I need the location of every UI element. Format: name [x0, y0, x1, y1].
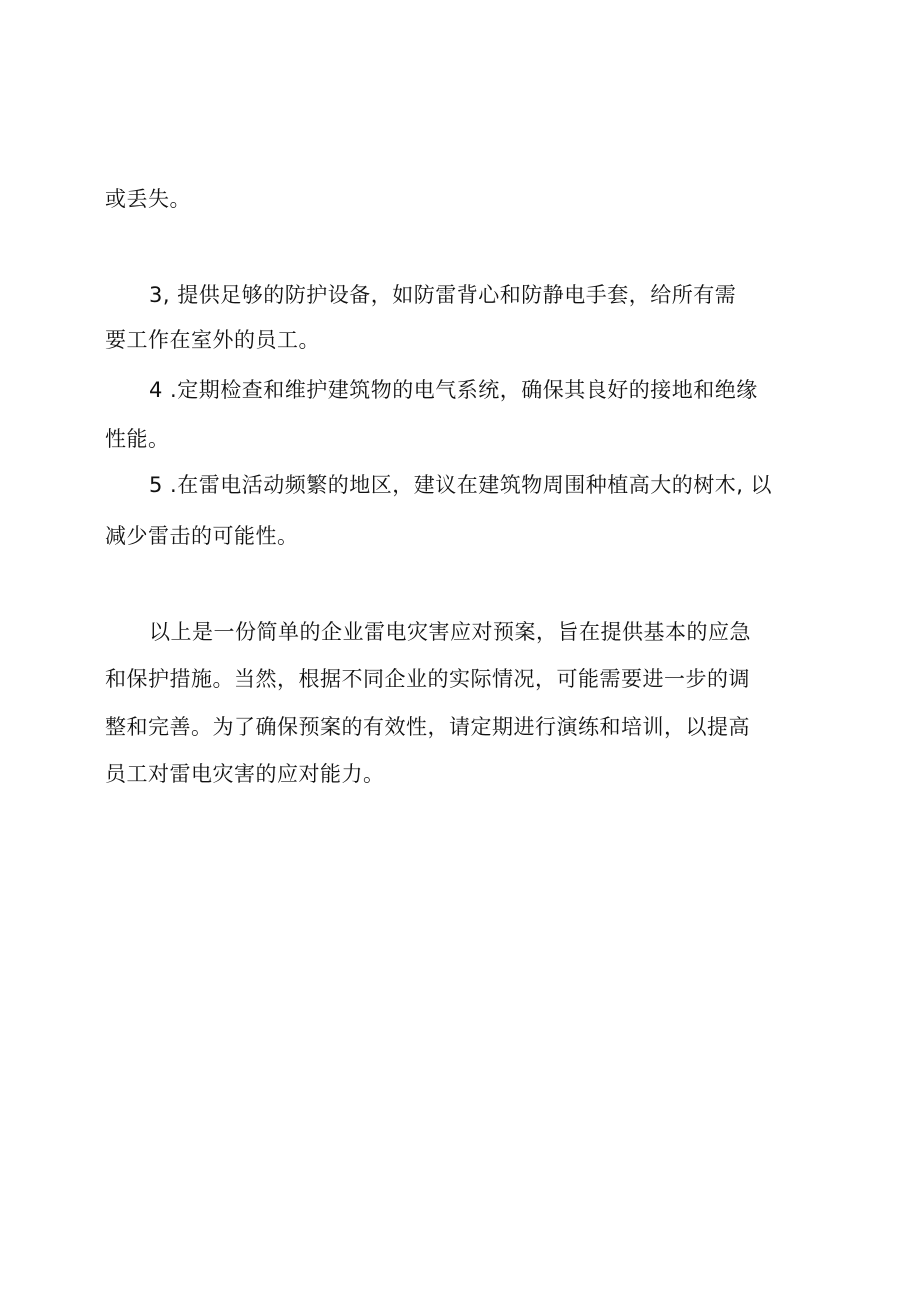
text-line: 减少雷击的可能性。 [105, 524, 299, 548]
text-line: 员工对雷电灾害的应对能力。 [105, 762, 385, 786]
text-line: 整和完善。为了确保预案的有效性，请定期进行演练和培训，以提高 [105, 715, 750, 739]
text-line: 4 .定期检查和维护建筑物的电气系统，确保其良好的接地和绝缘 [149, 378, 758, 402]
text-line: 和保护措施。当然，根据不同企业的实际情况，可能需要进一步的调 [105, 667, 750, 691]
text-line: 3, 提供足够的防护设备，如防雷背心和防静电手套，给所有需 [149, 283, 737, 307]
text-line: 性能。 [105, 427, 170, 451]
text-line: 要工作在室外的员工。 [105, 328, 320, 352]
text-line: 以上是一份简单的企业雷电灾害应对预案，旨在提供基本的应急 [149, 620, 751, 644]
text-line: 5 .在雷电活动频繁的地区，建议在建筑物周围种植高大的树木, 以 [149, 473, 773, 497]
text-line: 或丢失。 [105, 187, 191, 211]
